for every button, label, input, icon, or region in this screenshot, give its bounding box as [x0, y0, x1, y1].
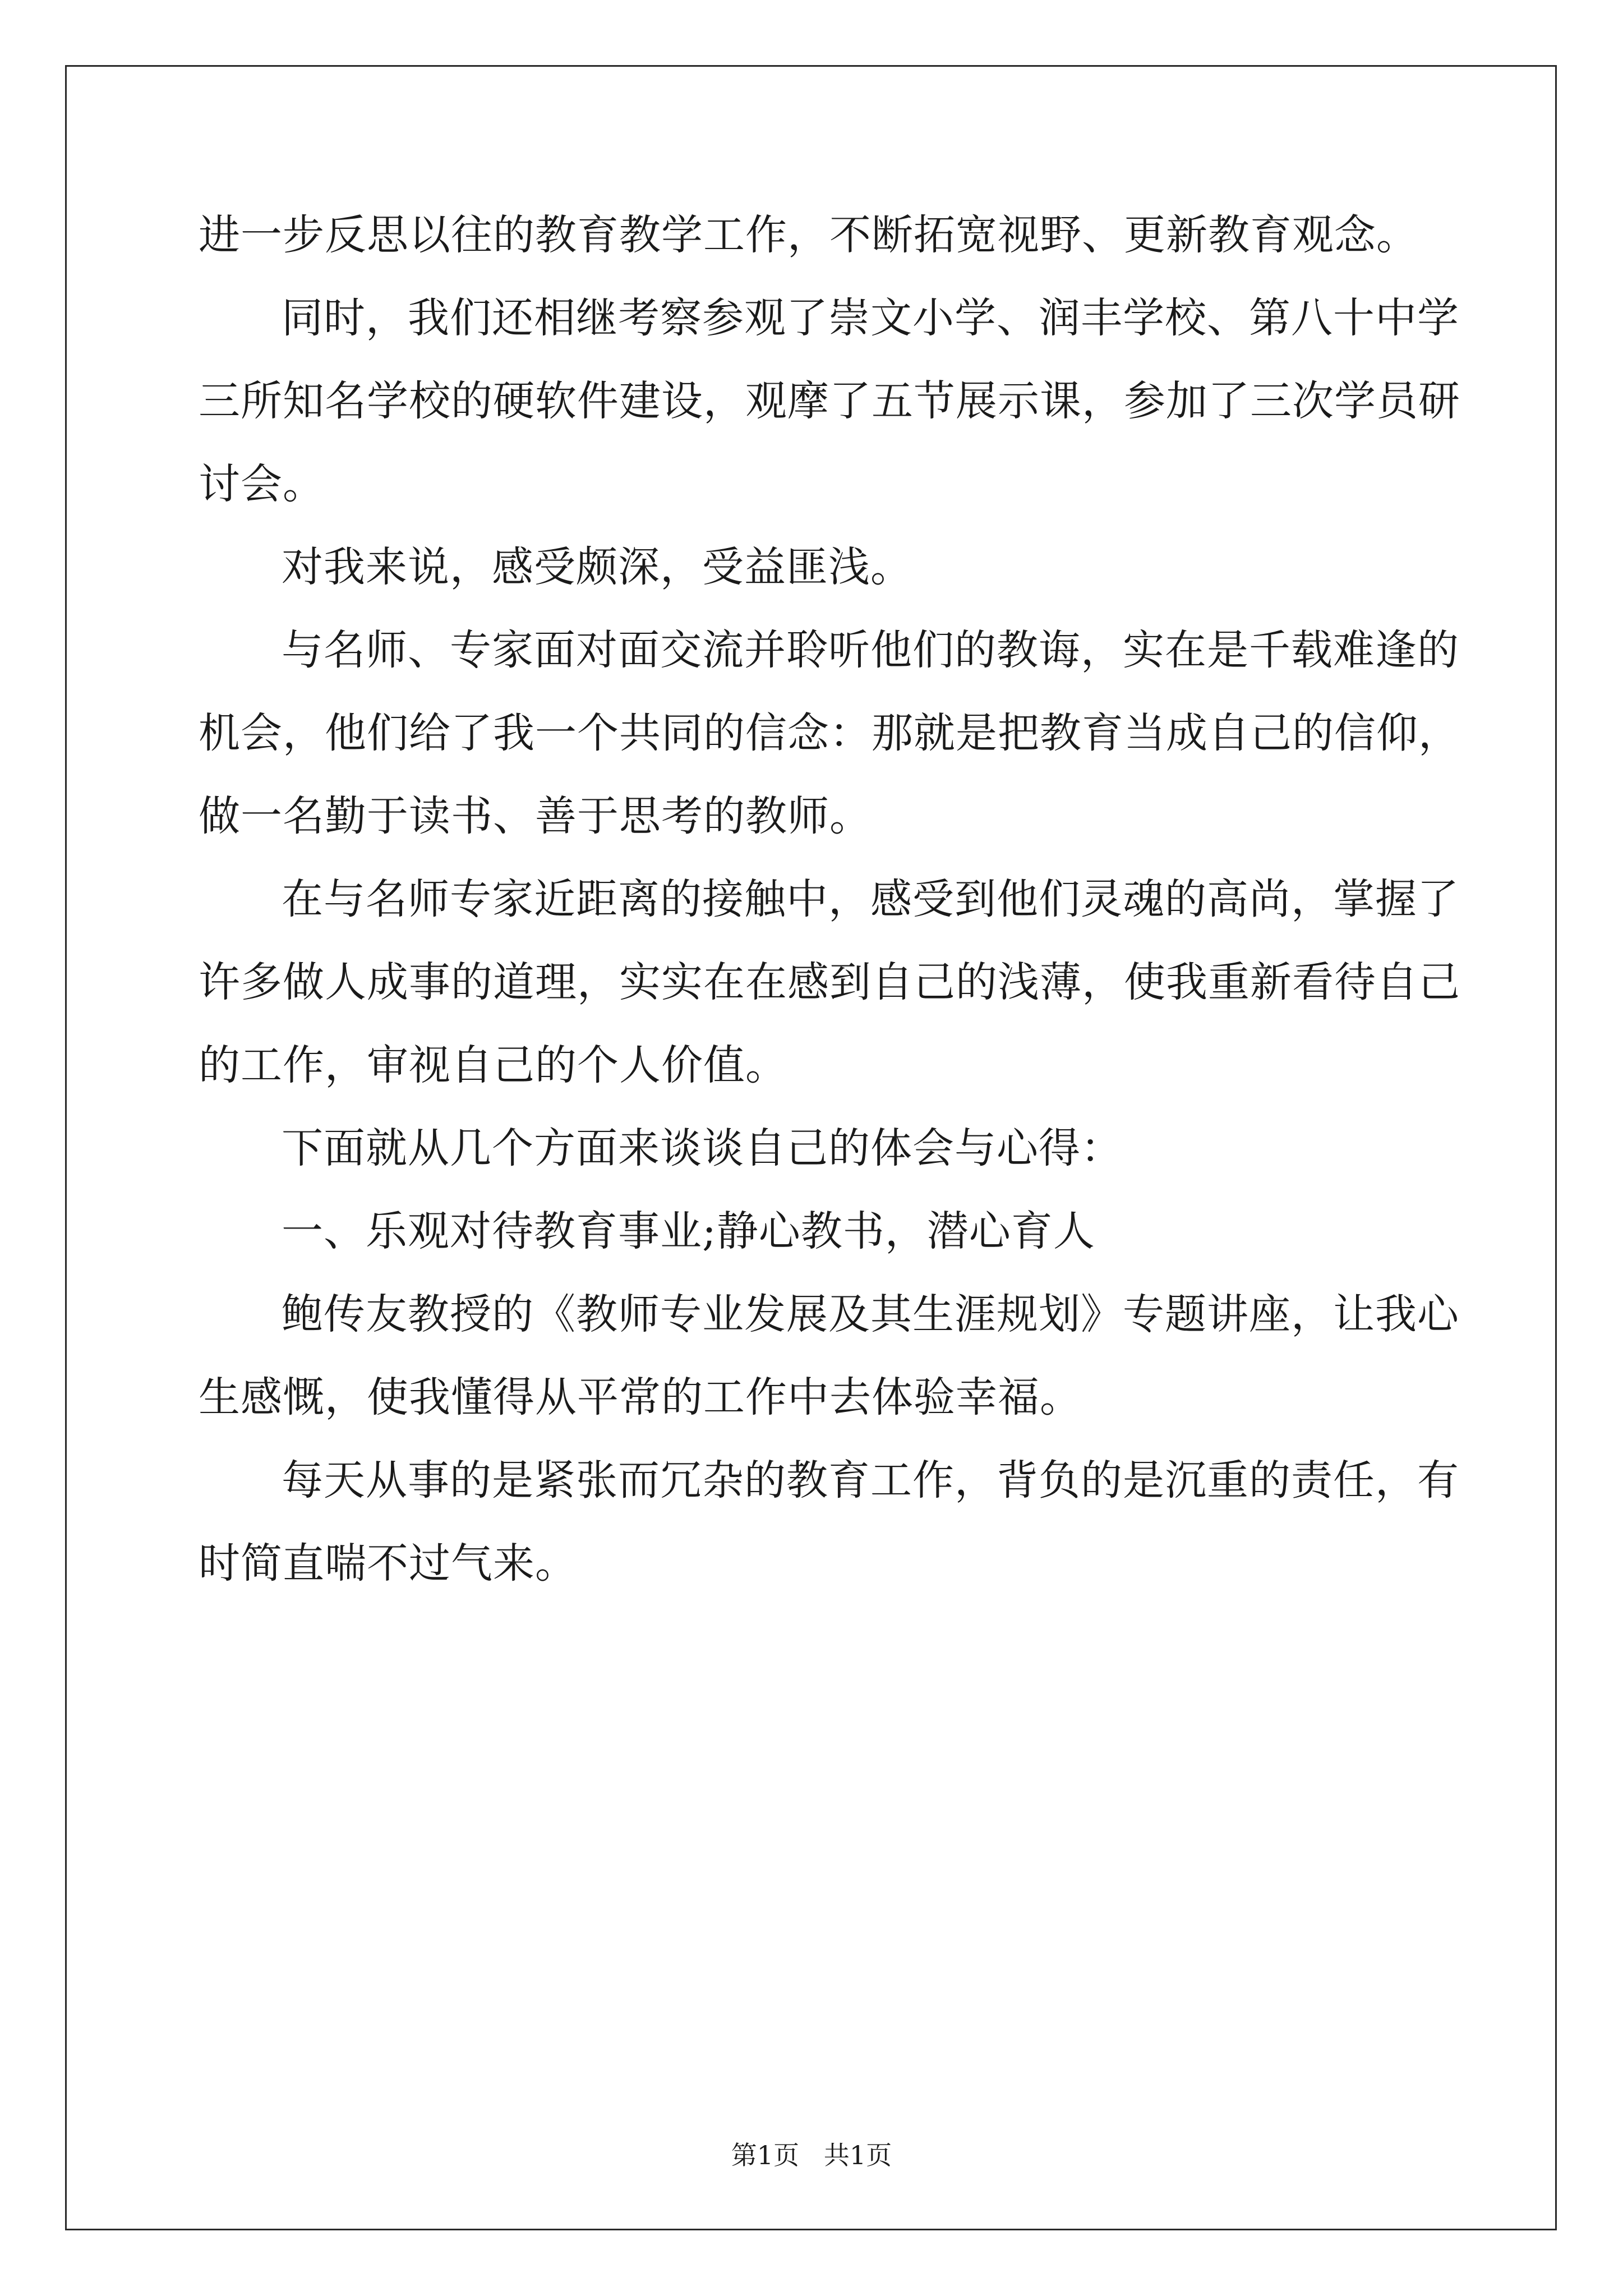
- text-line: 与名师、专家面对面交流并聆听他们的教诲，实在是千载难逢的: [282, 626, 1459, 674]
- text-line: 许多做人成事的道理，实实在在感到自己的浅薄，使我重新看待自己: [199, 958, 1460, 1006]
- section-heading: 一、乐观对待教育事业;静心教书，潜心育人: [282, 1207, 1095, 1255]
- text-line: 的工作，审视自己的个人价值。: [199, 1041, 787, 1089]
- text-line: 鲍传友教授的《教师专业发展及其生涯规划》专题讲座，让我心: [282, 1290, 1459, 1338]
- text-line: 机会，他们给了我一个共同的信念：那就是把教育当成自己的信仰，: [199, 709, 1460, 757]
- text-line: 三所知名学校的硬软件建设，观摩了五节展示课，参加了三次学员研: [199, 377, 1460, 425]
- document-body: [199, 194, 1460, 1605]
- text-line: 讨会。: [199, 460, 325, 508]
- text-line: 下面就从几个方面来谈谈自己的体会与心得：: [282, 1124, 1123, 1172]
- text-line: 在与名师专家近距离的接触中，感受到他们灵魂的高尚，掌握了: [282, 875, 1459, 923]
- text-line: 每天从事的是紧张而冗杂的教育工作，背负的是沉重的责任，有: [282, 1456, 1459, 1504]
- page-footer: 第1页 共1页: [731, 2140, 892, 2170]
- text-line: 生感慨，使我懂得从平常的工作中去体验幸福。: [199, 1373, 1082, 1421]
- text-line: 时简直喘不过气来。: [199, 1539, 577, 1588]
- text-line: 做一名勤于读书、善于思考的教师。: [199, 792, 872, 840]
- text-line: 对我来说，感受颇深，受益匪浅。: [282, 543, 912, 591]
- text-line: 同时，我们还相继考察参观了崇文小学、润丰学校、第八十中学: [282, 294, 1459, 342]
- text-line: 进一步反思以往的教育教学工作，不断拓宽视野、更新教育观念。: [199, 211, 1418, 259]
